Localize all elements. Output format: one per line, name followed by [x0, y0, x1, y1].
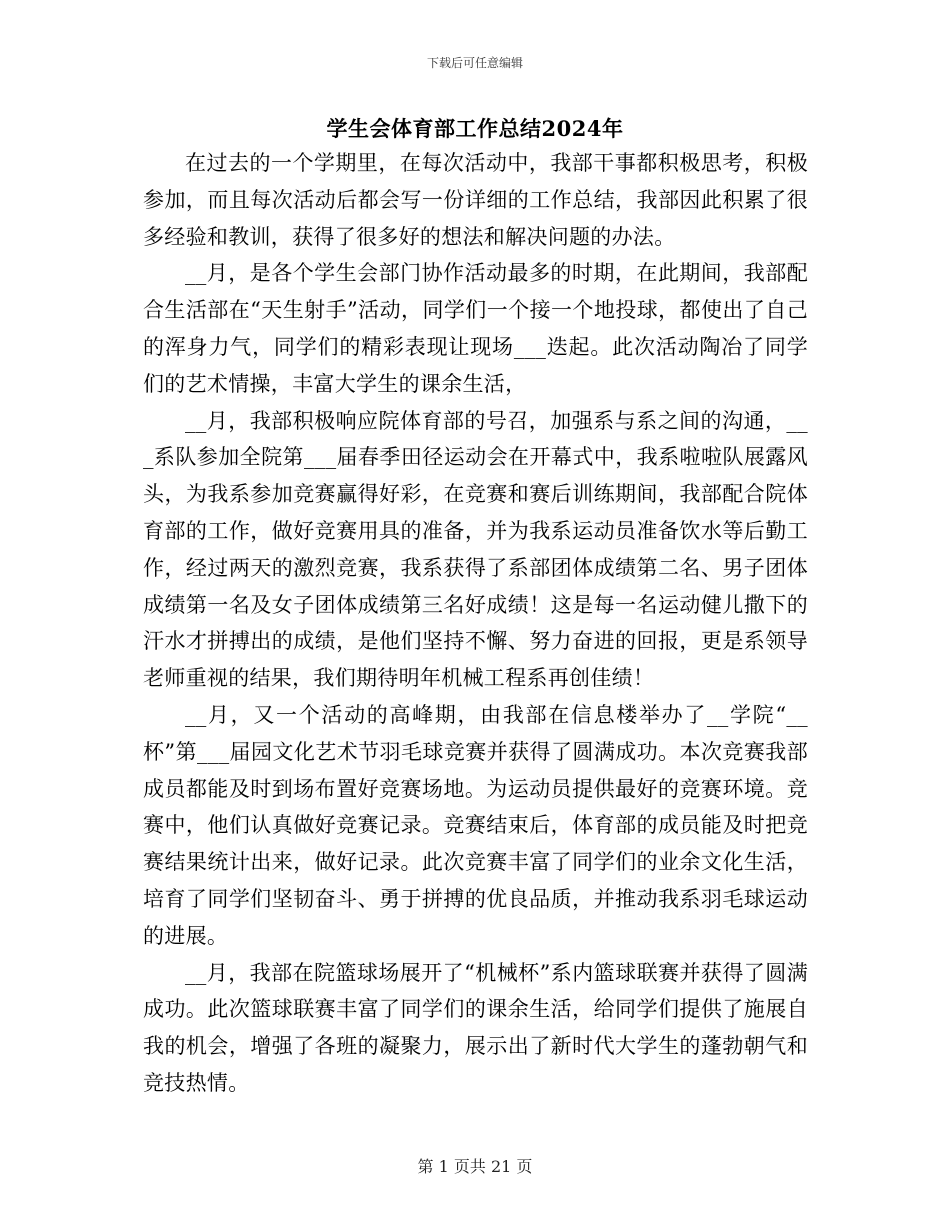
- document-body: [143, 145, 808, 1102]
- paragraph-basketball: __月，我部在院篮球场展开了“机械杯”系内篮球联赛并获得了圆满成功。此次篮球联赛丰富了同学们的课余生活，给同学们提供了施展自我的机会，增强了各班的凝聚力，展示出了新时代大学生的蓬勃朝气和竞技热情。: [143, 960, 808, 1095]
- paragraph-track-meet: __月，我部积极响应院体育部的号召，加强系与系之间的沟通，___系队参加全院第___届春季田径运动会在开幕式中，我系啦啦队展露风头，为我系参加竞赛赢得好彩，在竞赛和赛后训练期间，我部配合院体育部的工作，做好竞赛用具的准备，并为我系运动员准备饮水等后勤工作，经过两天的激烈竞赛，我系获得了系部团体成绩第二名、男子团体成绩第一名及女子团体成绩第三名好成绩！这是每一名运动健儿撒下的汗水才拼搏出的成绩，是他们坚持不懈、努力奋进的回报，更是系领导老师重视的结果，我们期待明年机械工程系再创佳绩！: [143, 408, 808, 691]
- header-note: 下载后可任意编辑: [426, 56, 523, 70]
- paragraph-shooter-event: __月，是各个学生会部门协作活动最多的时期，在此期间，我部配合生活部在“天生射手”活动，同学们一个接一个地投球，都使出了自己的浑身力气，同学们的精彩表现让现场___迭起。此次活动陶冶了同学们的艺术情操，丰富大学生的课余生活，: [143, 261, 808, 396]
- paragraph-intro: 在过去的一个学期里，在每次活动中，我部干事都积极思考，积极参加，而且每次活动后都会写一份详细的工作总结，我部因此积累了很多经验和教训，获得了很多好的想法和解决问题的办法。: [143, 151, 808, 249]
- page-number: 第 1 页共 21 页: [417, 1157, 533, 1176]
- paragraph-badminton: __月，又一个活动的高峰期，由我部在信息楼举办了__学院“__杯”第___届园文化艺术节羽毛球竞赛并获得了圆满成功。本次竞赛我部成员都能及时到场布置好竞赛场地。为运动员提供最好的竞赛环境。竞赛中，他们认真做好竞赛记录。竞赛结束后，体育部的成员能及时把竞赛结果统计出来，做好记录。此次竞赛丰富了同学们的业余文化生活，培育了同学们坚韧奋斗、勇于拼搏的优良品质，并推动我系羽毛球运动的进展。: [143, 702, 808, 948]
- document-title: 学生会体育部工作总结2024年: [326, 116, 624, 141]
